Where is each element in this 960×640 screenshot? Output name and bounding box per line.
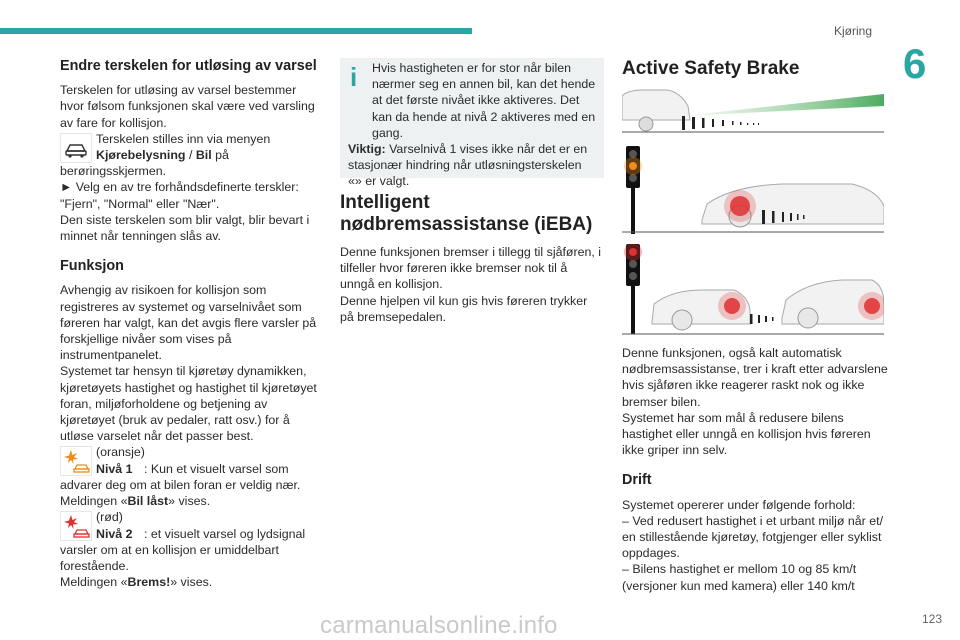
heading-active-safety-brake: Active Safety Brake [622, 58, 800, 79]
level-1-message-prefix: Meldingen « [60, 494, 128, 509]
funksjon-paragraph-2: Systemet tar hensyn til kjøretøy dynamikken, kjøretøyets hastighet og hastighet til kjøretøyet foran, miljøforholdene og betjening av kjøretøyet (bruk av pedaler, ratt osv.) for å utløse varselet når det passer best. [60, 364, 317, 444]
column-middle [340, 192, 604, 325]
level-1-label: Nivå 1 [96, 461, 133, 476]
level-2-message-prefix: Meldingen « [60, 575, 128, 590]
level-2-message-suffix: » vises. [170, 575, 213, 590]
level-1-text: : Kun et visuelt varsel som advarer deg om at bilen foran er veldig nær. [60, 461, 301, 492]
heading-funksjon: Funksjon [60, 258, 124, 275]
level-1-color: (oransje) [96, 445, 145, 460]
info-note [340, 58, 604, 189]
threshold-step: ► Velg en av tre forhåndsdefinerte terskler: "Fjern", "Normal" eller "Nær". [60, 180, 299, 211]
level-1-message [60, 493, 322, 509]
orange-collision-alert-icon [60, 446, 92, 476]
menu-line-2: berøringsskjermen. [60, 164, 167, 179]
menu-suffix: på [211, 148, 229, 163]
red-collision-alert-icon [60, 511, 92, 541]
level-1-message-value: Bil låst [127, 494, 169, 509]
menu-sep: / [185, 148, 196, 163]
heading-ieba: Intelligent nødbremsassistanse (iEBA) [340, 192, 593, 235]
level-2-line [60, 526, 322, 542]
level-1-block [60, 444, 322, 476]
asb-paragraph-1: Denne funksjonen, også kalt automatisk nødbremsassistanse, trer i kraft etter advarslene hvis sjåføren ikke reagerer raskt nok og ikke bremser bilen. [622, 346, 888, 409]
note-text: Hvis hastigheten er for stor når bilen nærmer seg en annen bil, kan det hende at det første nivået ikke aktiveres. Det kan da hende at nivå 2 aktiveres med en gang. [372, 61, 596, 140]
menu-instruction [60, 131, 322, 180]
column-left [60, 58, 322, 590]
note-important-label: Viktig: [348, 142, 386, 157]
illustration-red-alert [622, 244, 884, 336]
menu-path-1: Kjørebelysning [96, 148, 186, 163]
car-settings-icon [60, 133, 92, 163]
level-2-message-value: Brems! [127, 575, 171, 590]
chapter-number: 6 [903, 40, 927, 87]
menu-path-2: Bil [195, 148, 212, 163]
note-important [348, 141, 596, 190]
ieba-paragraph-1: Denne funksjonen bremser i tillegg til sjåføren, i tilfeller hvor føreren ikke bremser nok til å unngå en kollisjon. [340, 245, 602, 292]
page-number: 123 [921, 612, 942, 626]
drift-paragraph-1: Systemet opererer under følgende forhold: [622, 497, 856, 512]
menu-path [60, 147, 322, 163]
level-2-message [60, 574, 322, 590]
heading-threshold: Endre terskelen for utløsing av varsel [60, 58, 317, 74]
level-1-message-suffix: » vises. [168, 494, 211, 509]
funksjon-paragraph-1: Avhengig av risikoen for kollisjon som registreres av systemet og varselnivået som føreren har valgt, kan det avgis flere varsler på forskjellige nivåer som vises på instrumentpanelet. [60, 283, 317, 363]
threshold-paragraph: Terskelen for utløsing av varsel bestemmer hvor følsom funksjonen skal være ved varsling av fare for kollisjon. [60, 83, 315, 130]
drift-paragraph-3: – Bilens hastighet er mellom 10 og 85 km/t (versjoner kun med kamera) eller 140 km/t [622, 562, 857, 593]
column-right [622, 58, 890, 80]
note-text-1 [348, 60, 596, 141]
threshold-memory: Den siste terskelen som blir valgt, blir bevart i minnet når tenningen slås av. [60, 212, 310, 244]
illustration-orange-alert [622, 146, 884, 236]
level-2-label: Nivå 2 [96, 526, 133, 541]
ieba-paragraph-2: Denne hjelpen vil kun gis hvis føreren trykker på bremsepedalen. [340, 293, 588, 324]
info-icon: i [350, 62, 358, 92]
drift-paragraph-2: – Ved redusert hastighet i et urbant miljø når et/ en stillestående kjøretøy, fotgjenger eller syklist oppdages. [622, 513, 884, 561]
asb-paragraph-2: Systemet har som mål å redusere bilens hastighet eller unngå en kollisjon hvis føreren ikke griper inn selv. [622, 410, 871, 458]
illustration-distance-warning [622, 86, 884, 136]
column-right-text [622, 345, 890, 594]
note-important-text: Varselnivå 1 vises ikke når det er en stasjonær hindring når utløsningsterskelen «» er valgt. [348, 142, 588, 189]
level-2-color: (rød) [96, 510, 123, 525]
level-1-line [60, 461, 322, 477]
heading-drift: Drift [622, 472, 652, 489]
watermark: carmanualsonline.info [320, 612, 558, 639]
menu-line: Terskelen stilles inn via menyen [96, 131, 271, 146]
section-label: Kjøring [833, 24, 872, 38]
header-accent-bar [0, 28, 472, 34]
level-2-block [60, 509, 322, 541]
level-2-text: : et visuelt varsel og lydsignal varsler om at en kollisjon er umiddelbart forestående. [60, 526, 306, 573]
